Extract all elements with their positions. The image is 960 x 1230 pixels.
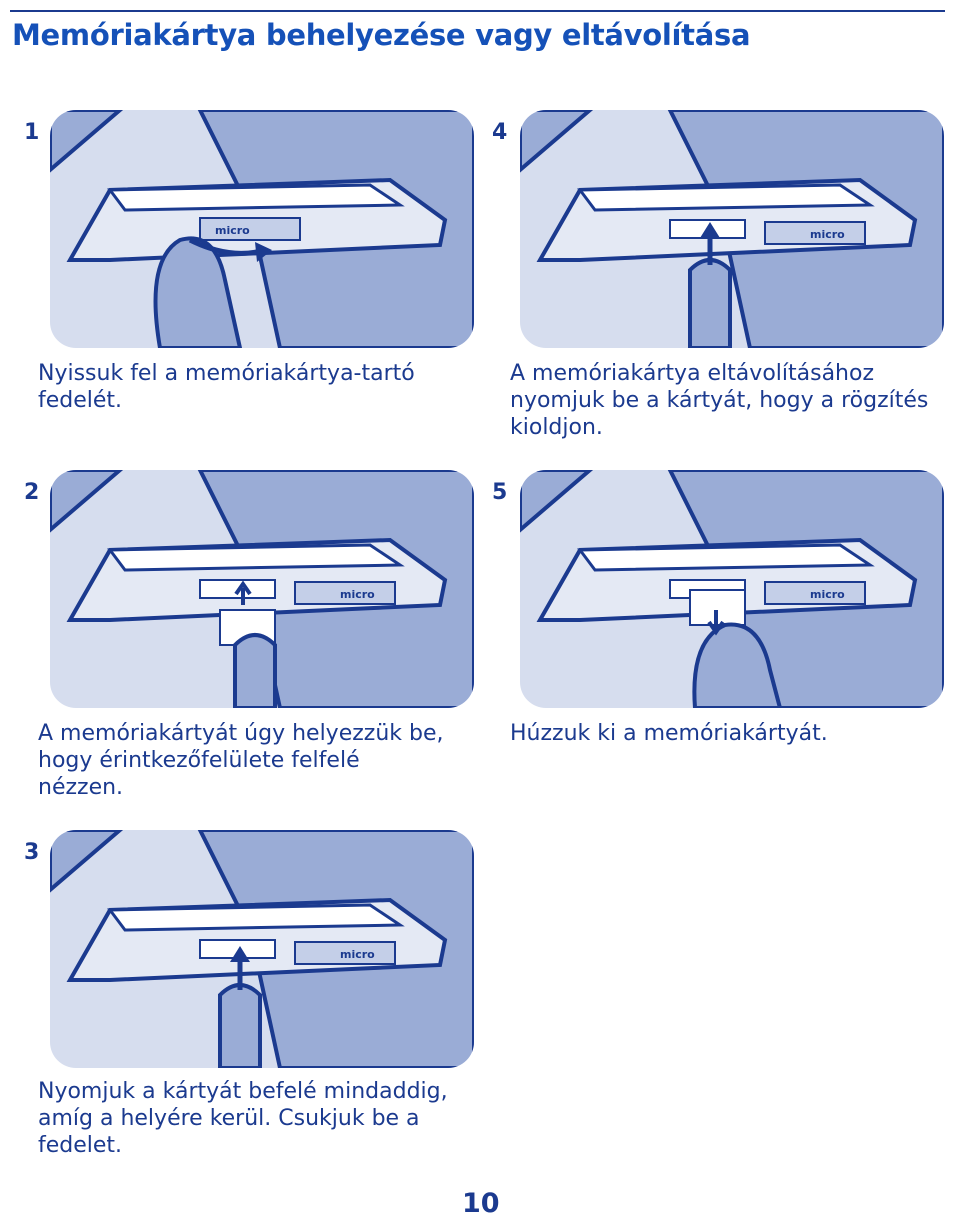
header-rule xyxy=(10,10,945,12)
step-5-caption: Húzzuk ki a memóriakártyát. xyxy=(510,721,828,746)
step-3-caption: Nyomjuk a kártyát befelé mindaddig, amíg a helyére kerül. Csukjuk be a fedelet. xyxy=(38,1079,448,1158)
phone-insert-card-image xyxy=(50,470,474,708)
page-title: Memóriakártya behelyezése vagy eltávolítása xyxy=(12,18,751,52)
step-1-caption: Nyissuk fel a memóriakártya-tartó fedelét. xyxy=(38,361,415,413)
phone-remove-card-image xyxy=(520,470,944,708)
step-4-illustration xyxy=(520,110,944,348)
step-5-number: 5 xyxy=(492,480,508,505)
microsd-label: micro xyxy=(340,588,375,601)
microsd-label: micro xyxy=(810,588,845,601)
step-2-illustration xyxy=(50,470,474,708)
phone-push-card-image xyxy=(520,110,944,348)
microsd-label: micro xyxy=(340,948,375,961)
step-2-caption: A memóriakártyát úgy helyezzük be, hogy érintkezőfelülete felfelé nézzen. xyxy=(38,721,444,800)
step-3-illustration xyxy=(50,830,474,1068)
microsd-label: micro xyxy=(215,224,250,237)
step-4-caption: A memóriakártya eltávolításához nyomjuk be a kártyát, hogy a rögzítés kioldjon. xyxy=(510,361,929,440)
step-5-illustration xyxy=(520,470,944,708)
phone-push-card-in-image xyxy=(50,830,474,1068)
microsd-label: micro xyxy=(810,228,845,241)
step-2-number: 2 xyxy=(24,480,40,505)
phone-open-cover-image xyxy=(50,110,474,348)
step-3-number: 3 xyxy=(24,840,40,865)
step-1-number: 1 xyxy=(24,120,40,145)
step-1-illustration xyxy=(50,110,474,348)
page-number: 10 xyxy=(462,1188,500,1219)
step-4-number: 4 xyxy=(492,120,508,145)
